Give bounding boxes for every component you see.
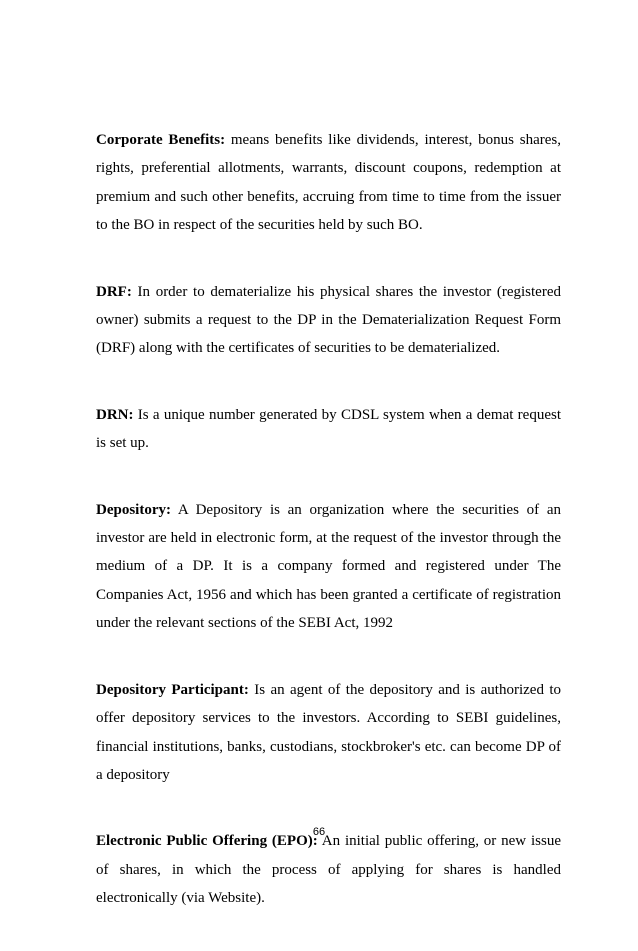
glossary-entry-corporate-benefits xyxy=(96,126,561,240)
glossary-entry-drf xyxy=(96,278,561,363)
glossary-definition: In order to dematerialize his physical shares the investor (registered owner) submits a request to the DP in the Dematerialization Request Form (DRF) along with the certificates of securities to be dematerialized. xyxy=(96,283,561,357)
glossary-term: Depository Participant: xyxy=(96,681,249,698)
glossary-entry-depository-participant xyxy=(96,676,561,790)
glossary-definition: An initial public offering, or new issue of shares, in which the process of applying for shares is handled electronically (via Website). xyxy=(96,833,561,907)
glossary-term: Electronic Public Offering (EPO): xyxy=(96,833,318,850)
glossary-term: DRF: xyxy=(96,283,132,300)
glossary-entry-epo xyxy=(96,827,561,912)
glossary-definition: A Depository is an organization where the securities of an investor are held in electronic form, at the request of the investor through the medium of a DP. It is a company formed and registered under The Companies Act, 1956 and which has been granted a certificate of registration under the relevant sections of the SEBI Act, 1992 xyxy=(96,501,561,632)
glossary-definition: Is an agent of the depository and is authorized to offer depository services to the investors. According to SEBI guidelines, financial institutions, banks, custodians, stockbroker's etc. can become DP of a depository xyxy=(96,681,561,783)
glossary-term: Depository: xyxy=(96,501,171,518)
glossary-term: Corporate Benefits: xyxy=(96,132,226,148)
page-number: 66 xyxy=(312,826,326,838)
glossary-definition: means benefits like dividends, interest, bonus shares, rights, preferential allotments, warrants, discount coupons, redemption at premium and such other benefits, accruing from time to time from the issuer to the BO in respect of the securities held by such BO. xyxy=(96,132,561,234)
glossary-definition: Is a unique number generated by CDSL system when a demat request is set up. xyxy=(96,406,562,452)
glossary-entry-depository xyxy=(96,496,561,638)
glossary-entry-drn xyxy=(96,401,561,458)
glossary-term: DRN: xyxy=(96,406,134,423)
